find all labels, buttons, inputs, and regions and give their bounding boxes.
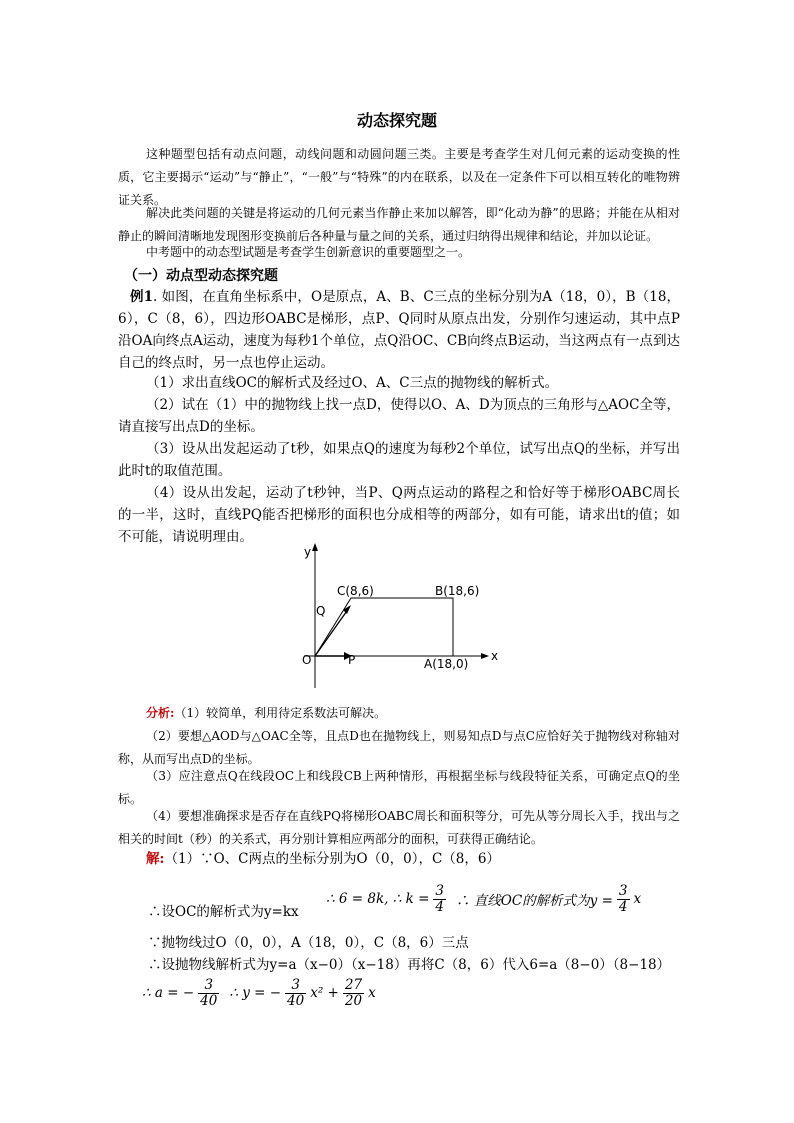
fraction-3-4-b: [617, 884, 630, 915]
fraction-numerator: 3: [291, 976, 300, 993]
fraction-numerator: 3: [204, 976, 214, 993]
fraction-3-40-b: [285, 978, 306, 1009]
page-title: 动态探究题: [356, 111, 437, 130]
analysis-1-text: （1）较简单，利用待定系数法可解决。: [174, 706, 387, 720]
solution-label: 解:: [146, 851, 165, 867]
fraction-3-40: [198, 978, 219, 1009]
question-4: （4）设从出发起，运动了t秒钟，当P、Q两点运动的路程之和恰好等于梯形OABC周长的一半，这时，直线PQ能否把梯形的面积也分成相等的两部分，如有可能，请求出t的值；如不可能，请说明理由。: [118, 485, 680, 545]
y-axis-label: y: [304, 545, 312, 559]
fraction-denominator: 40: [287, 992, 305, 1009]
fraction-27-20: [343, 978, 364, 1009]
question-3: （3）设从出发起运动了t秒，如果点Q的速度为每秒2个单位，试写出点Q的坐标，并写出此时t的取值范围。: [118, 441, 680, 479]
point-b-label: B(18,6): [435, 584, 480, 598]
analysis-1: [118, 702, 680, 725]
math-x: x: [633, 891, 642, 907]
math-6-8k: ∴ 6 = 8k, ∴ k =: [326, 891, 430, 907]
x-axis-arrow: [481, 653, 489, 659]
solution-5-math: [142, 975, 376, 1011]
fraction-numerator: 3: [435, 882, 444, 899]
solution-4-text: ∴设抛物线解析式为y=a（x−0）（x−18）再将C（8，6）代入6=a（8−0）（8−18）: [148, 957, 671, 973]
intro-paragraph-3: 中考题中的动态型试题是考查学生创新意识的重要题型之一。: [146, 245, 471, 259]
fraction-denominator: 20: [344, 992, 363, 1009]
point-q-label: Q: [316, 604, 326, 618]
origin-label: O: [302, 653, 312, 667]
fraction-denominator: 4: [435, 898, 444, 915]
solution-2-math: [326, 882, 641, 916]
question-2: （2）试在（1）中的抛物线上找一点D，使得以O、A、D为顶点的三角形与△AOC全等，请直接写出点D的坐标。: [118, 397, 680, 435]
fraction-denominator: 40: [200, 992, 218, 1009]
math-y-eq: ∴ y = −: [229, 985, 282, 1001]
solution-1: [118, 848, 680, 870]
x-axis-label: x: [491, 649, 499, 663]
intro-paragraph-2: 解决此类问题的关键是将运动的几何元素当作静止来加以解答，即“化动为静”的思路；并能在从相对静止的瞬间清晰地发现图形变换前后各种量与量之间的关系，通过归纳得出规律和结论，并加以论证。: [118, 206, 680, 243]
point-c-label: C(8,6): [337, 584, 374, 598]
analysis-4: （4）要想准确探求是否存在直线PQ将梯形OABC周长和面积等分，可先从等分周长入手，找出与之相关的时间t（秒）的关系式，再分别计算相应两部分的面积，可获得正确结论。: [118, 809, 680, 846]
example-label: 例1: [130, 289, 153, 305]
example-stem-text: . 如图，在直角坐标系中，O是原点，A、B、C三点的坐标分别为A（18，0），B（18，6），C（8，6），四边形OABC是梯形，点P、Q同时从原点出发，分别作匀速运动，其中点P沿OA向终点A运动，速度为每秒1个单位，点Q沿OC、CB向终点B运动，当这两点有一点到达自己的终点时，另一点也停止运动。: [118, 289, 680, 371]
solution-3-text: ∵抛物线过O（0，0），A（18，0），C（8，6）三点: [148, 935, 469, 951]
question-1: （1）求出直线OC的解析式及经过O、A、C三点的抛物线的解析式。: [146, 375, 559, 391]
fraction-numerator: 27: [344, 976, 363, 993]
point-a-label: A(18,0): [424, 657, 469, 671]
analysis-label: 分析:: [146, 706, 175, 720]
math-a-eq: ∴ a = −: [142, 985, 195, 1001]
fraction-denominator: 4: [618, 898, 628, 915]
example-1-stem: [118, 286, 680, 374]
math-line-oc: ∴ 直线OC的解析式为y =: [455, 893, 613, 909]
solution-2-text: ∴设OC的解析式为y=kx: [148, 904, 299, 920]
q-arrowhead: [343, 605, 351, 614]
section-heading: （一）动点型动态探究题: [124, 268, 278, 284]
coordinate-figure: [290, 540, 510, 695]
fraction-3-4: [433, 884, 446, 915]
analysis-3: （3）应注意点Q在线段OC上和线段CB上两种情形，再根据坐标与线段特征关系，可确定点Q的坐标。: [118, 769, 680, 806]
math-x-squared: x² +: [310, 985, 339, 1001]
point-p-label: P: [348, 653, 356, 667]
math-x-linear: x: [368, 985, 376, 1001]
fraction-numerator: 3: [618, 882, 628, 899]
analysis-2: （2）要想△AOD与△OAC全等，且点D也在抛物线上，则易知点D与点C应恰好关于抛物线对称轴对称，从而写出点D的坐标。: [118, 729, 680, 766]
solution-1-text: （1）∵O、C两点的坐标分别为O（0，0），C（8，6）: [164, 851, 500, 867]
intro-paragraph-1: 这种题型包括有动点问题，动线问题和动圆问题三类。主要是考查学生对几何元素的运动变换的性质，它主要揭示“运动”与“静止”，“一般”与“特殊”的内在联系，以及在一定条件下可以相互转化的唯物辨证关系。: [118, 147, 680, 207]
y-axis-arrow: [312, 543, 318, 551]
